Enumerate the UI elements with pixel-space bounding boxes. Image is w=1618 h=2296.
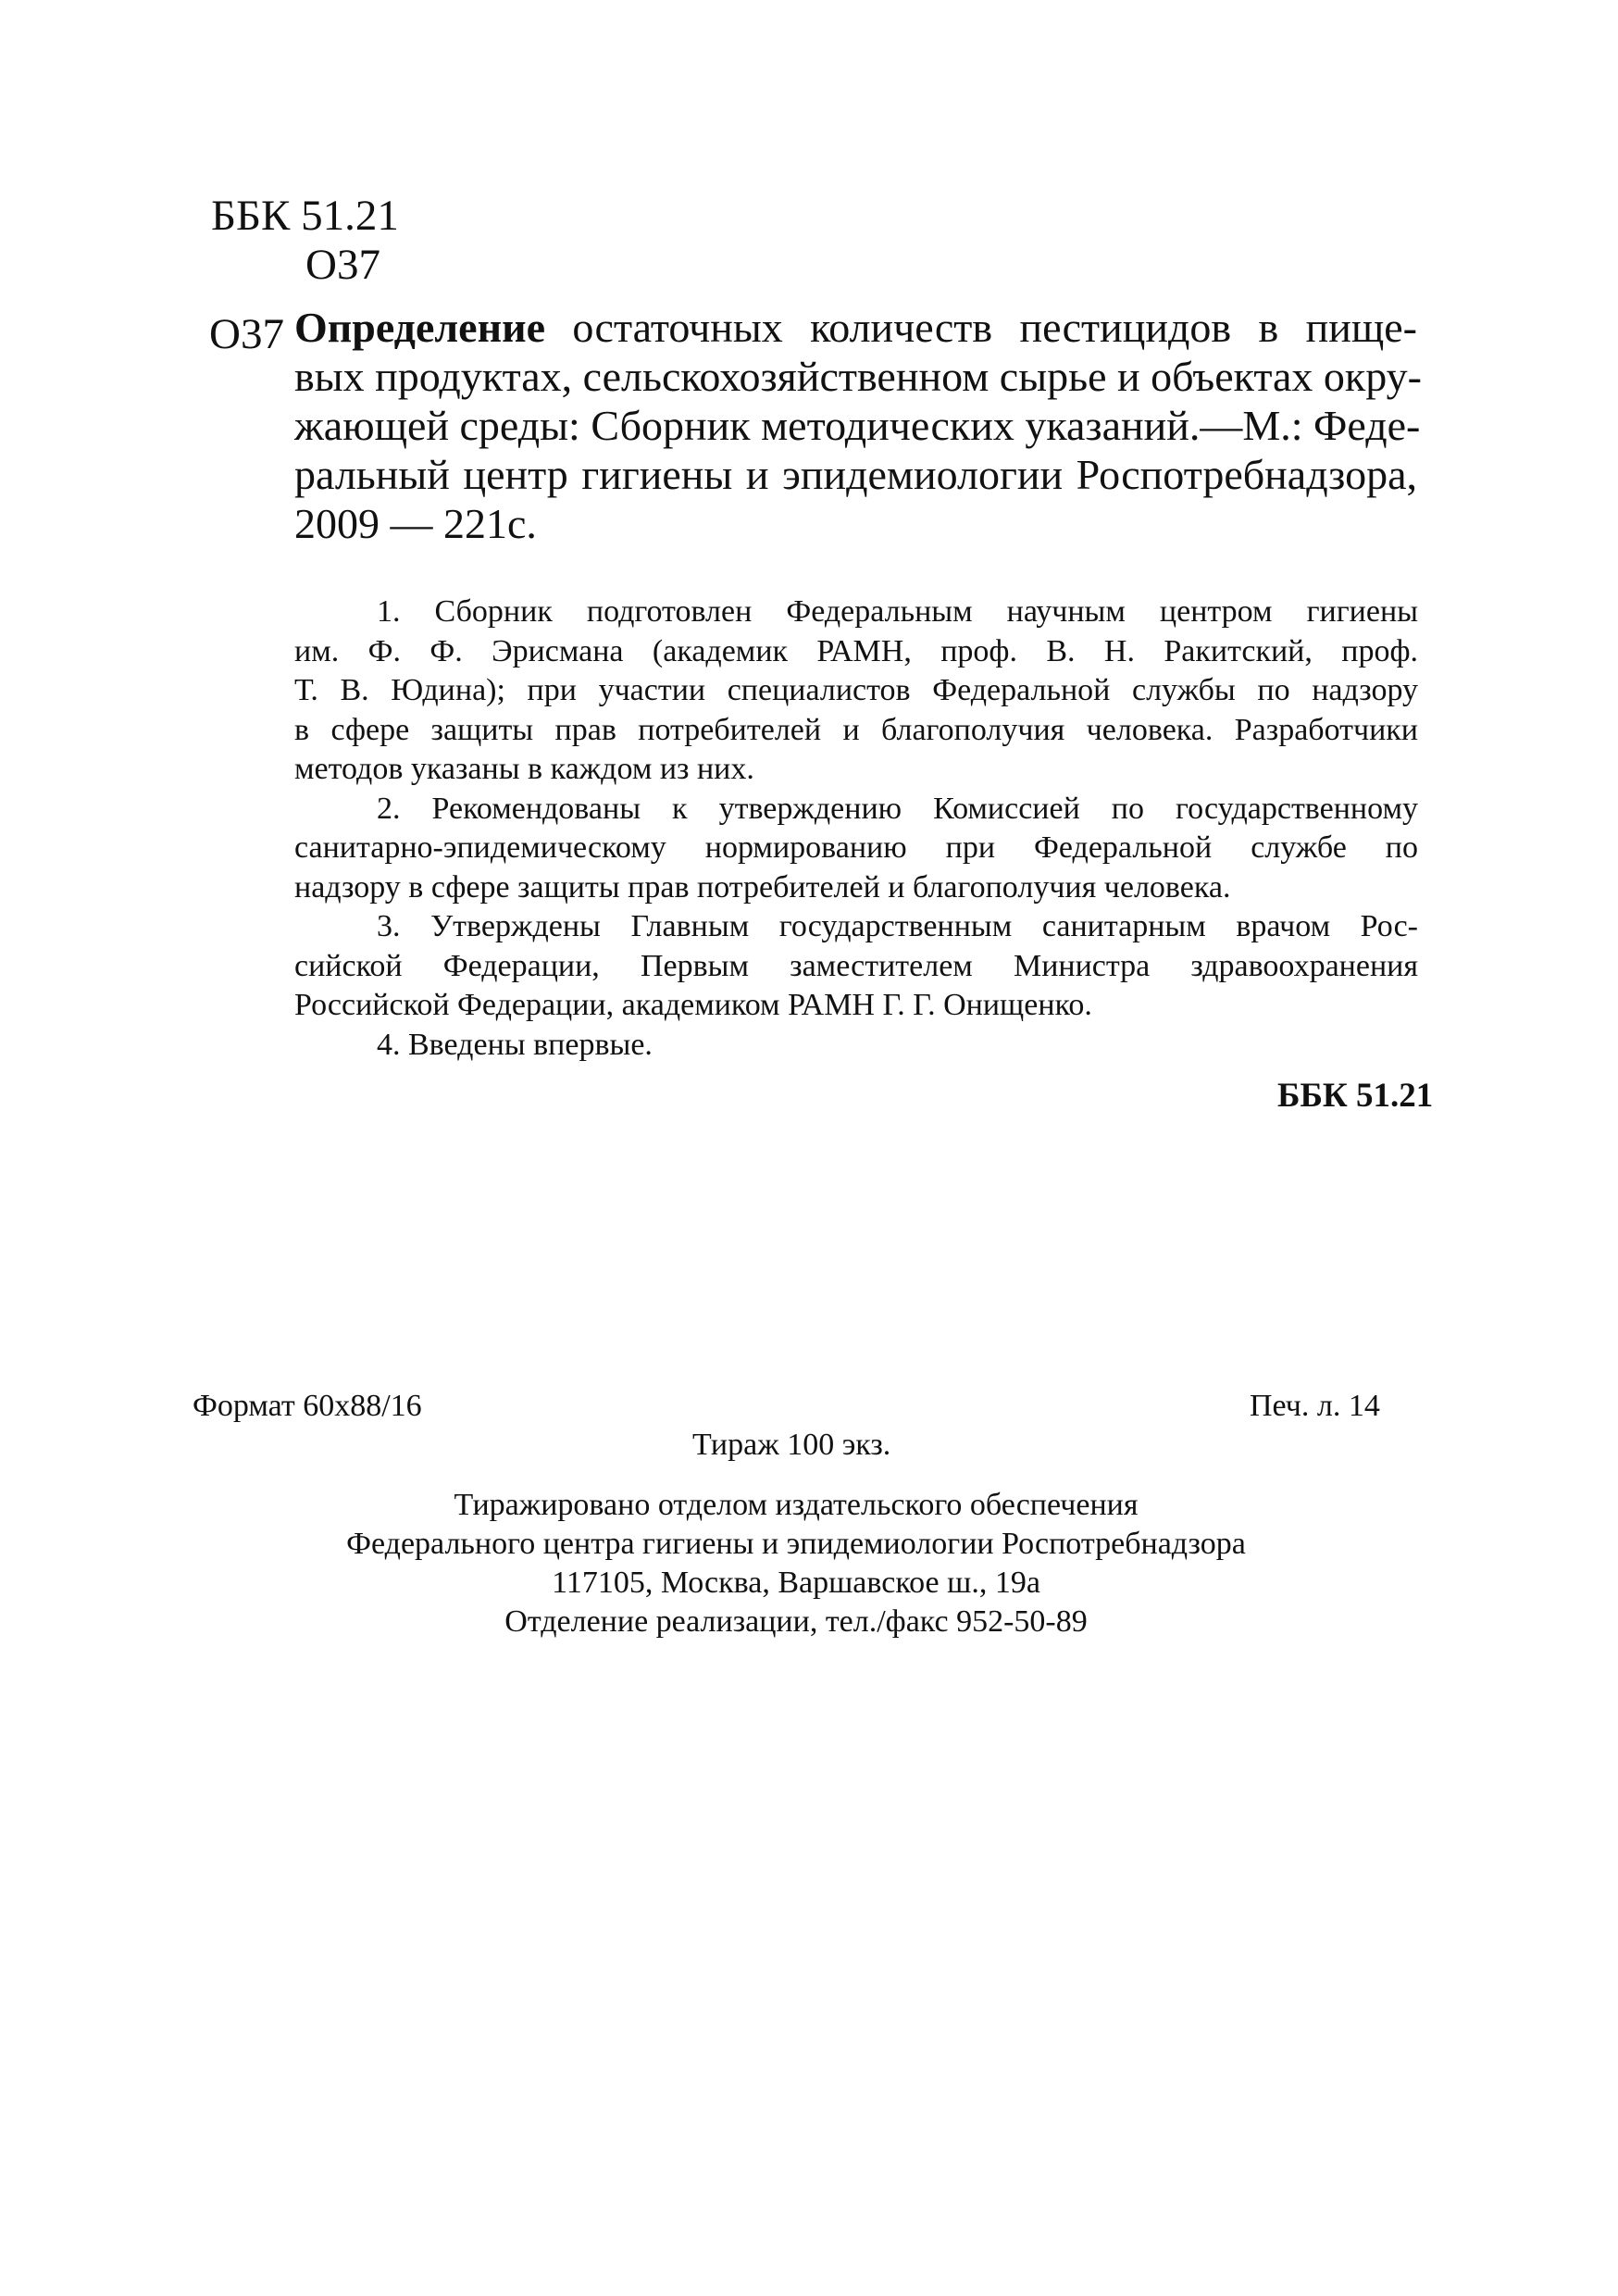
bbk-code-right: ББК 51.21 [1277,1077,1434,1115]
entry-author-mark: О37 [209,310,284,358]
imprint-block [278,1486,1314,1641]
author-mark: О37 [305,241,380,289]
note-line: 4. Введены впервые. [377,1027,653,1062]
imprint-line: Тиражировано отделом издательского обеспечения [454,1488,1139,1522]
bibliographic-entry [294,303,1422,548]
note-line: в сфере защиты прав потребителей и благополучия человека. Разработчики [294,712,1418,747]
imprint-line: Отделение реализации, тел./факс 952-50-89 [504,1604,1088,1639]
entry-title-word: Определение [294,304,546,351]
note-line: им. Ф. Ф. Эрисмана (академик РАМН, проф. В. Н. Ракитский, проф. [294,633,1418,668]
entry-line: ральный центр гигиены и эпидемиологии Роспотребнадзора, [294,451,1417,498]
imprint-line: Федерального центра гигиены и эпидемиологии Роспотребнадзора [346,1527,1246,1561]
print-run: Тираж 100 экз. [692,1428,891,1462]
publication-notes [294,593,1418,1065]
entry-line: жающей среды: Сборник методических указаний.—М.: Феде- [294,402,1421,449]
entry-line: 2009 — 221с. [294,500,537,547]
note-line: методов указаны в каждом из них. [294,752,754,786]
note-line: 1. Сборник подготовлен Федеральным научным центром гигиены [377,594,1418,629]
bbk-code: ББК 51.21 [211,192,399,240]
printed-sheets: Печ. л. 14 [1250,1389,1380,1423]
note-line: Т. В. Юдина); при участии специалистов Федеральной службы по надзору [294,673,1418,707]
note-line: санитарно-эпидемическому нормированию при Федеральной службе по [294,830,1418,865]
note-line: 2. Рекомендованы к утверждению Комиссией по государственному [377,791,1418,826]
imprint-line: 117105, Москва, Варшавское ш., 19а [552,1566,1040,1600]
entry-line: Определение остаточных количеств пестицидов в пище- [294,304,1417,351]
note-line: сийской Федерации, Первым заместителем Министра здравоохранения [294,948,1418,983]
format-info: Формат 60х88/16 [193,1389,422,1423]
note-line: 3. Утверждены Главным государственным санитарным врачом Рос- [377,909,1418,943]
entry-line: вых продуктах, сельскохозяйственном сырье и объектах окру- [294,353,1422,400]
note-line: Российской Федерации, академиком РАМН Г. Г. Онищенко. [294,988,1092,1022]
note-line: надзору в сфере защиты прав потребителей и благополучия человека. [294,869,1231,905]
